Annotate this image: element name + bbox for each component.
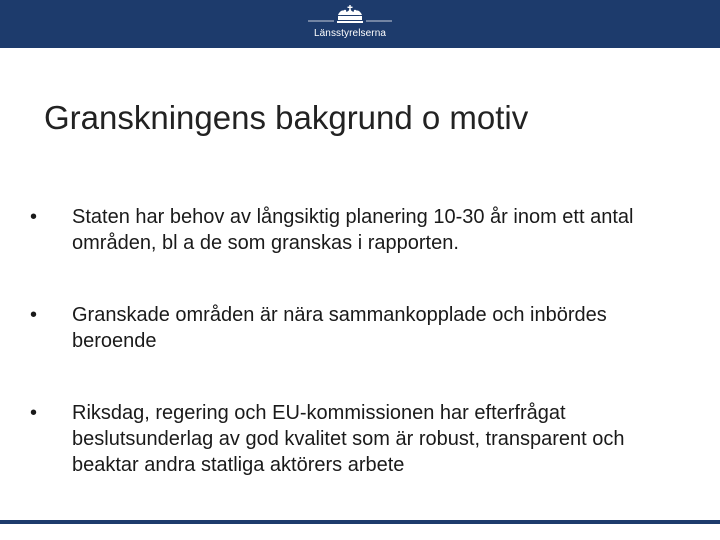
header-bar [0,0,720,48]
bullet-item [30,204,700,256]
logo [304,4,396,44]
slide-title: Granskningens bakgrund o motiv [44,99,529,136]
footer-divider [0,520,720,524]
crown-logo-icon [304,4,396,28]
bullet-item [30,400,700,478]
bullet-text: Staten har behov av långsiktig planering 10-30 år inom ett antal områden, bl a de som granskas i rapporten. [72,206,634,254]
bullet-marker: • [30,402,38,424]
bullet-text: Riksdag, regering och EU-kommissionen har efterfrågat beslutsunderlag av god kvalitet som är robust, transparent och beaktar andra statliga aktörers arbete [72,402,625,476]
bullet-marker: • [30,304,38,326]
bullet-marker: • [30,206,38,228]
bullet-text: Granskade områden är nära sammankopplade och inbördes beroende [72,304,607,352]
bullet-item [30,302,700,354]
logo-text: Länsstyrelserna [313,28,387,39]
